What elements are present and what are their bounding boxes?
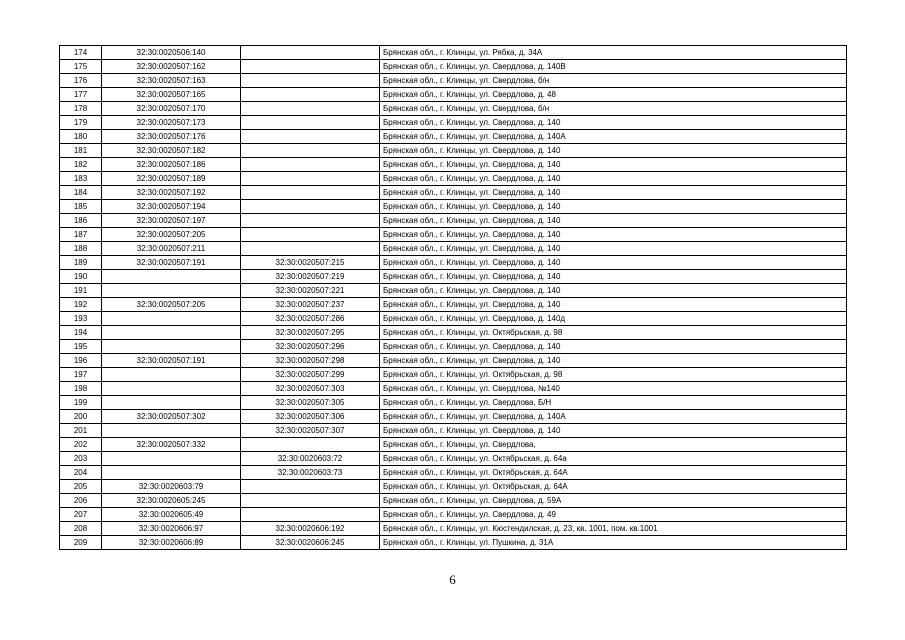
cadastral-number-cell bbox=[102, 270, 241, 284]
object-cadastral-number-cell: 32:30:0020507:237 bbox=[241, 298, 380, 312]
row-number-cell: 199 bbox=[60, 396, 102, 410]
table-row bbox=[60, 452, 847, 466]
row-number-cell: 198 bbox=[60, 382, 102, 396]
row-number-cell: 187 bbox=[60, 228, 102, 242]
object-cadastral-number-cell bbox=[241, 116, 380, 130]
row-number-cell: 189 bbox=[60, 256, 102, 270]
table-row bbox=[60, 214, 847, 228]
object-cadastral-number-cell bbox=[241, 214, 380, 228]
object-cadastral-number-cell: 32:30:0020507:299 bbox=[241, 368, 380, 382]
cadastral-number-cell: 32:30:0020507:191 bbox=[102, 256, 241, 270]
row-number-cell: 181 bbox=[60, 144, 102, 158]
cadastral-number-cell bbox=[102, 312, 241, 326]
table-row bbox=[60, 88, 847, 102]
object-cadastral-number-cell bbox=[241, 508, 380, 522]
cadastral-number-cell: 32:30:0020605:49 bbox=[102, 508, 241, 522]
cadastral-number-cell: 32:30:0020507:189 bbox=[102, 172, 241, 186]
address-cell: Брянская обл., г. Клинцы, ул. Свердлова, д. 140 bbox=[380, 172, 847, 186]
cadastral-number-cell bbox=[102, 326, 241, 340]
row-number-cell: 208 bbox=[60, 522, 102, 536]
cadastral-number-cell: 32:30:0020507:197 bbox=[102, 214, 241, 228]
cadastral-number-cell: 32:30:0020507:205 bbox=[102, 228, 241, 242]
address-cell: Брянская обл., г. Клинцы, ул. Свердлова, д. 140 bbox=[380, 158, 847, 172]
cadastral-number-cell: 32:30:0020605:245 bbox=[102, 494, 241, 508]
address-cell: Брянская обл., г. Клинцы, ул. Свердлова, д. 140 bbox=[380, 228, 847, 242]
object-cadastral-number-cell bbox=[241, 242, 380, 256]
row-number-cell: 176 bbox=[60, 74, 102, 88]
address-cell: Брянская обл., г. Клинцы, ул. Свердлова, д. 140 bbox=[380, 200, 847, 214]
row-number-cell: 209 bbox=[60, 536, 102, 550]
address-cell: Брянская обл., г. Клинцы, ул. Рябка, д. 34А bbox=[380, 46, 847, 60]
address-cell: Брянская обл., г. Клинцы, ул. Свердлова, д. 48 bbox=[380, 88, 847, 102]
row-number-cell: 197 bbox=[60, 368, 102, 382]
cadastral-number-cell: 32:30:0020507:176 bbox=[102, 130, 241, 144]
row-number-cell: 182 bbox=[60, 158, 102, 172]
address-cell: Брянская обл., г. Клинцы, ул. Свердлова, д. 140В bbox=[380, 60, 847, 74]
object-cadastral-number-cell: 32:30:0020606:192 bbox=[241, 522, 380, 536]
address-cell: Брянская обл., г. Клинцы, ул. Свердлова, д. 140 bbox=[380, 256, 847, 270]
address-cell: Брянская обл., г. Клинцы, ул. Октябрьская, д. 64а bbox=[380, 452, 847, 466]
row-number-cell: 201 bbox=[60, 424, 102, 438]
object-cadastral-number-cell: 32:30:0020507:295 bbox=[241, 326, 380, 340]
table-row bbox=[60, 368, 847, 382]
row-number-cell: 186 bbox=[60, 214, 102, 228]
object-cadastral-number-cell bbox=[241, 480, 380, 494]
row-number-cell: 195 bbox=[60, 340, 102, 354]
row-number-cell: 184 bbox=[60, 186, 102, 200]
row-number-cell: 206 bbox=[60, 494, 102, 508]
object-cadastral-number-cell: 32:30:0020507:306 bbox=[241, 410, 380, 424]
table-row bbox=[60, 536, 847, 550]
cadastral-number-cell: 32:30:0020606:89 bbox=[102, 536, 241, 550]
object-cadastral-number-cell: 32:30:0020507:219 bbox=[241, 270, 380, 284]
address-cell: Брянская обл., г. Клинцы, ул. Свердлова, д. 140 bbox=[380, 354, 847, 368]
cadastral-number-cell: 32:30:0020507:211 bbox=[102, 242, 241, 256]
row-number-cell: 174 bbox=[60, 46, 102, 60]
row-number-cell: 177 bbox=[60, 88, 102, 102]
table-body bbox=[60, 46, 847, 550]
cadastral-number-cell bbox=[102, 452, 241, 466]
row-number-cell: 192 bbox=[60, 298, 102, 312]
object-cadastral-number-cell bbox=[241, 172, 380, 186]
cadastral-number-cell: 32:30:0020507:182 bbox=[102, 144, 241, 158]
table-row bbox=[60, 60, 847, 74]
row-number-cell: 200 bbox=[60, 410, 102, 424]
table-row bbox=[60, 354, 847, 368]
address-cell: Брянская обл., г. Клинцы, ул. Октябрьская, д. 64А bbox=[380, 480, 847, 494]
cadastral-number-cell: 32:30:0020507:205 bbox=[102, 298, 241, 312]
table-row bbox=[60, 158, 847, 172]
cadastral-number-cell: 32:30:0020507:162 bbox=[102, 60, 241, 74]
table-row bbox=[60, 298, 847, 312]
table-row bbox=[60, 466, 847, 480]
address-cell: Брянская обл., г. Клинцы, ул. Октябрьская, д. 64А bbox=[380, 466, 847, 480]
row-number-cell: 202 bbox=[60, 438, 102, 452]
table-row bbox=[60, 382, 847, 396]
row-number-cell: 190 bbox=[60, 270, 102, 284]
cadastral-table bbox=[59, 45, 847, 550]
object-cadastral-number-cell bbox=[241, 130, 380, 144]
table-row bbox=[60, 256, 847, 270]
object-cadastral-number-cell: 32:30:0020603:72 bbox=[241, 452, 380, 466]
table-row bbox=[60, 438, 847, 452]
row-number-cell: 178 bbox=[60, 102, 102, 116]
cadastral-number-cell: 32:30:0020606:97 bbox=[102, 522, 241, 536]
address-cell: Брянская обл., г. Клинцы, ул. Свердлова, Б/Н bbox=[380, 396, 847, 410]
address-cell: Брянская обл., г. Клинцы, ул. Свердлова, д. 49 bbox=[380, 508, 847, 522]
table-row bbox=[60, 102, 847, 116]
object-cadastral-number-cell bbox=[241, 102, 380, 116]
row-number-cell: 191 bbox=[60, 284, 102, 298]
object-cadastral-number-cell bbox=[241, 158, 380, 172]
table-row bbox=[60, 480, 847, 494]
object-cadastral-number-cell: 32:30:0020507:286 bbox=[241, 312, 380, 326]
row-number-cell: 194 bbox=[60, 326, 102, 340]
table-row bbox=[60, 424, 847, 438]
address-cell: Брянская обл., г. Клинцы, ул. Октябрьская, д. 98 bbox=[380, 326, 847, 340]
cadastral-number-cell: 32:30:0020507:170 bbox=[102, 102, 241, 116]
row-number-cell: 207 bbox=[60, 508, 102, 522]
cadastral-number-cell bbox=[102, 424, 241, 438]
row-number-cell: 205 bbox=[60, 480, 102, 494]
row-number-cell: 183 bbox=[60, 172, 102, 186]
cadastral-number-cell bbox=[102, 382, 241, 396]
table-row bbox=[60, 144, 847, 158]
table-row bbox=[60, 186, 847, 200]
cadastral-number-cell bbox=[102, 340, 241, 354]
object-cadastral-number-cell: 32:30:0020603:73 bbox=[241, 466, 380, 480]
page-number: 6 bbox=[449, 572, 456, 587]
cadastral-number-cell: 32:30:0020507:302 bbox=[102, 410, 241, 424]
row-number-cell: 203 bbox=[60, 452, 102, 466]
table-row bbox=[60, 116, 847, 130]
object-cadastral-number-cell bbox=[241, 144, 380, 158]
address-cell: Брянская обл., г. Клинцы, ул. Свердлова, д. 140 bbox=[380, 284, 847, 298]
address-cell: Брянская обл., г. Клинцы, ул. Свердлова, д. 140 bbox=[380, 116, 847, 130]
table-row bbox=[60, 242, 847, 256]
address-cell: Брянская обл., г. Клинцы, ул. Свердлова, б/н bbox=[380, 74, 847, 88]
row-number-cell: 179 bbox=[60, 116, 102, 130]
table-row bbox=[60, 312, 847, 326]
address-cell: Брянская обл., г. Клинцы, ул. Свердлова, д. 140 bbox=[380, 424, 847, 438]
object-cadastral-number-cell: 32:30:0020507:298 bbox=[241, 354, 380, 368]
cadastral-number-cell: 32:30:0020507:165 bbox=[102, 88, 241, 102]
object-cadastral-number-cell: 32:30:0020507:215 bbox=[241, 256, 380, 270]
row-number-cell: 175 bbox=[60, 60, 102, 74]
cadastral-number-cell: 32:30:0020507:192 bbox=[102, 186, 241, 200]
address-cell: Брянская обл., г. Клинцы, ул. Свердлова, д. 140 bbox=[380, 144, 847, 158]
table-row bbox=[60, 508, 847, 522]
object-cadastral-number-cell bbox=[241, 88, 380, 102]
address-cell: Брянская обл., г. Клинцы, ул. Свердлова, д. 59А bbox=[380, 494, 847, 508]
cadastral-number-cell: 32:30:0020507:163 bbox=[102, 74, 241, 88]
row-number-cell: 196 bbox=[60, 354, 102, 368]
cadastral-number-cell bbox=[102, 368, 241, 382]
object-cadastral-number-cell: 32:30:0020507:305 bbox=[241, 396, 380, 410]
address-cell: Брянская обл., г. Клинцы, ул. Свердлова, д. 140 bbox=[380, 186, 847, 200]
cadastral-number-cell: 32:30:0020507:173 bbox=[102, 116, 241, 130]
row-number-cell: 193 bbox=[60, 312, 102, 326]
address-cell: Брянская обл., г. Клинцы, ул. Октябрьская, д. 98 bbox=[380, 368, 847, 382]
address-cell: Брянская обл., г. Клинцы, ул. Свердлова, д. 140 bbox=[380, 298, 847, 312]
object-cadastral-number-cell: 32:30:0020507:307 bbox=[241, 424, 380, 438]
object-cadastral-number-cell bbox=[241, 438, 380, 452]
cadastral-number-cell: 32:30:0020507:191 bbox=[102, 354, 241, 368]
object-cadastral-number-cell bbox=[241, 46, 380, 60]
table-row bbox=[60, 270, 847, 284]
address-cell: Брянская обл., г. Клинцы, ул. Пушкина, д. 31А bbox=[380, 536, 847, 550]
row-number-cell: 204 bbox=[60, 466, 102, 480]
cadastral-number-cell: 32:30:0020506:140 bbox=[102, 46, 241, 60]
row-number-cell: 180 bbox=[60, 130, 102, 144]
table-row bbox=[60, 172, 847, 186]
address-cell: Брянская обл., г. Клинцы, ул. Свердлова, д. 140д bbox=[380, 312, 847, 326]
row-number-cell: 185 bbox=[60, 200, 102, 214]
cadastral-number-cell bbox=[102, 466, 241, 480]
address-cell: Брянская обл., г. Клинцы, ул. Свердлова, д. 140А bbox=[380, 130, 847, 144]
table-row bbox=[60, 200, 847, 214]
address-cell: Брянская обл., г. Клинцы, ул. Свердлова, д. 140 bbox=[380, 242, 847, 256]
address-cell: Брянская обл., г. Клинцы, ул. Кюстендилская, д. 23, кв. 1001, пом. кв.1001 bbox=[380, 522, 847, 536]
object-cadastral-number-cell: 32:30:0020507:296 bbox=[241, 340, 380, 354]
table-row bbox=[60, 522, 847, 536]
cadastral-number-cell: 32:30:0020603:79 bbox=[102, 480, 241, 494]
table-row bbox=[60, 130, 847, 144]
address-cell: Брянская обл., г. Клинцы, ул. Свердлова, б/н bbox=[380, 102, 847, 116]
address-cell: Брянская обл., г. Клинцы, ул. Свердлова, д. 140А bbox=[380, 410, 847, 424]
cadastral-number-cell: 32:30:0020507:186 bbox=[102, 158, 241, 172]
object-cadastral-number-cell bbox=[241, 186, 380, 200]
object-cadastral-number-cell bbox=[241, 60, 380, 74]
table-row bbox=[60, 228, 847, 242]
table-row bbox=[60, 326, 847, 340]
address-cell: Брянская обл., г. Клинцы, ул. Свердлова, bbox=[380, 438, 847, 452]
address-cell: Брянская обл., г. Клинцы, ул. Свердлова, №140 bbox=[380, 382, 847, 396]
table-row bbox=[60, 74, 847, 88]
table-row bbox=[60, 494, 847, 508]
object-cadastral-number-cell bbox=[241, 228, 380, 242]
object-cadastral-number-cell: 32:30:0020606:245 bbox=[241, 536, 380, 550]
cadastral-number-cell bbox=[102, 396, 241, 410]
table-row bbox=[60, 46, 847, 60]
address-cell: Брянская обл., г. Клинцы, ул. Свердлова, д. 140 bbox=[380, 214, 847, 228]
row-number-cell: 188 bbox=[60, 242, 102, 256]
object-cadastral-number-cell: 32:30:0020507:303 bbox=[241, 382, 380, 396]
object-cadastral-number-cell: 32:30:0020507:221 bbox=[241, 284, 380, 298]
table-row bbox=[60, 410, 847, 424]
object-cadastral-number-cell bbox=[241, 494, 380, 508]
cadastral-number-cell bbox=[102, 284, 241, 298]
cadastral-number-cell: 32:30:0020507:194 bbox=[102, 200, 241, 214]
table-row bbox=[60, 284, 847, 298]
address-cell: Брянская обл., г. Клинцы, ул. Свердлова, д. 140 bbox=[380, 340, 847, 354]
table-row bbox=[60, 340, 847, 354]
address-cell: Брянская обл., г. Клинцы, ул. Свердлова, д. 140 bbox=[380, 270, 847, 284]
object-cadastral-number-cell bbox=[241, 74, 380, 88]
cadastral-number-cell: 32:30:0020507:332 bbox=[102, 438, 241, 452]
object-cadastral-number-cell bbox=[241, 200, 380, 214]
table-row bbox=[60, 396, 847, 410]
